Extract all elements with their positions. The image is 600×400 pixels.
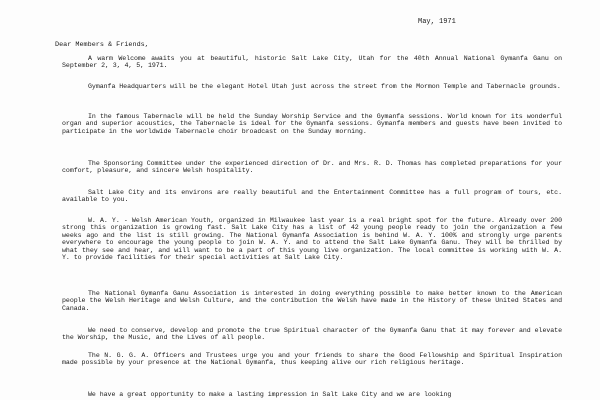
paragraph-text: We have a great opportunity to make a lasting impression in Salt Lake City and we are looking	[88, 391, 452, 398]
paragraph-text: We need to conserve, develop and promote the true Spiritual character of the Gymanfa Ganu that it may forever and elevate the Worship, the Music, and the Lives of all people.	[62, 327, 562, 342]
letter-salutation: Dear Members & Friends,	[55, 41, 149, 49]
letter-date: May, 1971	[418, 18, 456, 26]
paragraph-text: The Sponsoring Committee under the experienced direction of Dr. and Mrs. R. D. Thomas has completed preparations for your comfort, pleasure, and sincere Welsh hospitality.	[62, 160, 562, 175]
paragraph-entertainment	[62, 189, 562, 204]
paragraph-text: W. A. Y. - Welsh American Youth, organized in Milwaukee last year is a real bright spot for the future. Already over 200 strong this organization is growing fast. Salt Lake City has a list of 42 young people ready to join the organization a few weeks ago and the list is still growing. The National Gymanfa Association is behind W. A. Y. 100% and strongly urge parents everywhere to encourage the young people to join W. A. Y. and to attend the Salt Lake Gymanfa Ganu. They will be thrilled by what they see and hear, and will want to be a part of this young live organization. The local committee is working with W. A. Y. to provide facilities for their special activities at Salt Lake City.	[62, 217, 562, 262]
paragraph-text: Gymanfa Headquarters will be the elegant Hotel Utah just across the street from the Mormon Temple and Tabernacle grounds.	[88, 83, 561, 90]
paragraph-way	[62, 217, 562, 261]
paragraph-headquarters	[62, 83, 562, 90]
paragraph-text: The N. G. G. A. Officers and Trustees urge you and your friends to share the Good Fellowship and Spiritual Inspiration made possible by your presence at the National Gymanfa, thus keeping alive our rich religious heritage.	[62, 352, 562, 367]
paragraph-text: In the famous Tabernacle will be held the Sunday Worship Service and the Gymanfa sessions. World known for its wonderful organ and superior acoustics, the Tabernacle is ideal for the Gymanfa sessions. Gymanfa members and guests have been invited to participate in the worldwide Tabernacle choir broadcast on the Sunday morning.	[62, 113, 562, 135]
paragraph-spiritual	[62, 327, 562, 342]
paragraph-welcome	[62, 55, 562, 70]
paragraph-committee	[62, 160, 562, 175]
paragraph-tabernacle	[62, 113, 562, 135]
paragraph-heritage	[62, 290, 562, 312]
paragraph-text: The National Gymanfa Ganu Association is interested in doing everything possible to make better known to the American people the Welsh Heritage and Welsh Culture, and the contribution the Welsh have made in the History of these United States and Canada.	[62, 290, 562, 312]
paragraph-text: A warm Welcome awaits you at beautiful, historic Salt Lake City, Utah for the 40th Annual National Gymanfa Ganu on September 2, 3, 4, 5, 1971.	[62, 55, 562, 70]
paragraph-text: Salt Lake City and its environs are really beautiful and the Entertainment Committee has a full program of tours, etc. available to you.	[62, 189, 562, 204]
paragraph-officers	[62, 352, 562, 367]
paragraph-opportunity	[62, 391, 562, 398]
